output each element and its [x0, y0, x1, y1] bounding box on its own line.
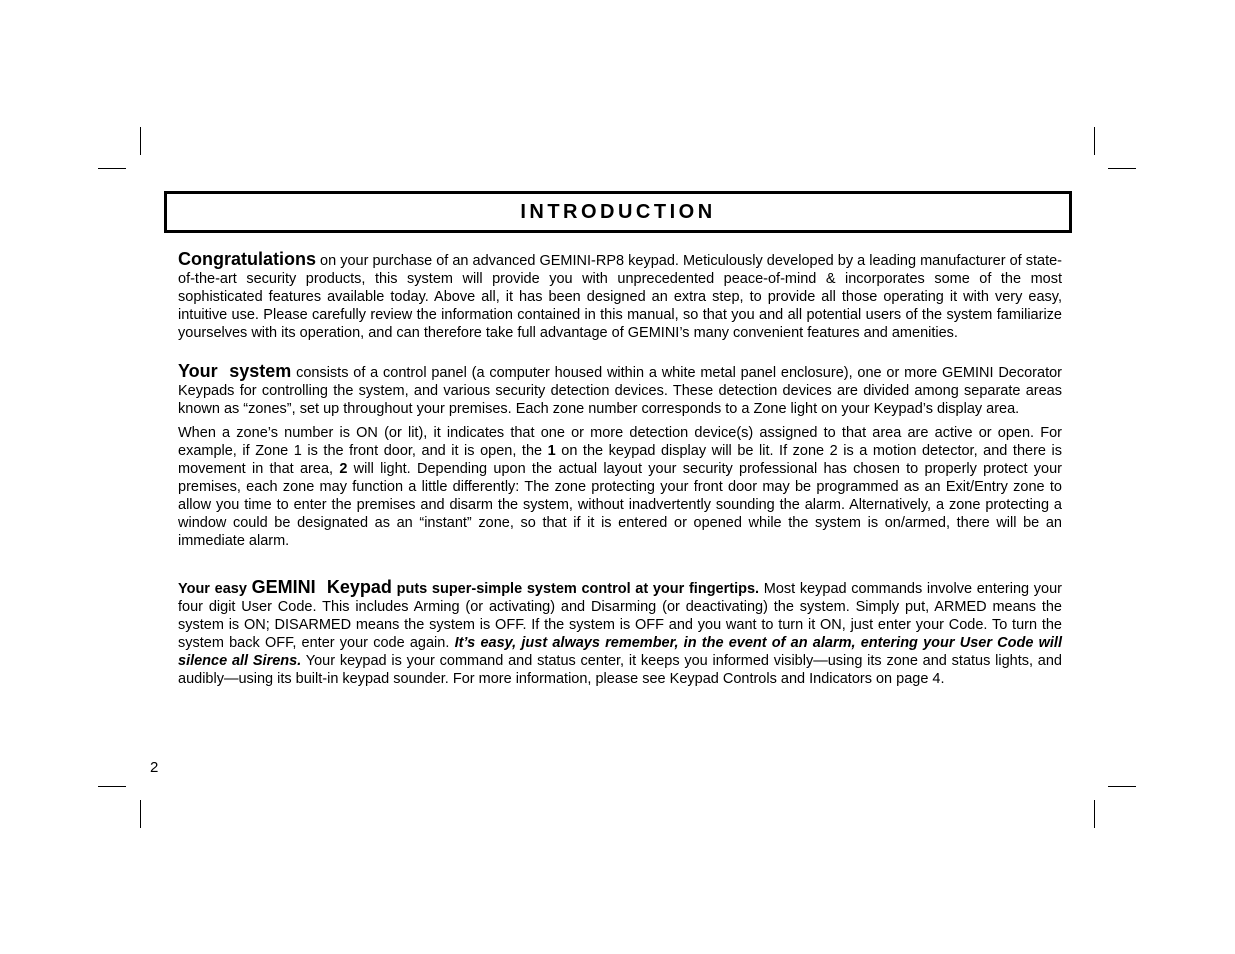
- page-number: 2: [150, 759, 159, 776]
- paragraph-lead: Your easy: [178, 581, 252, 597]
- section-title-box: [164, 191, 1072, 233]
- paragraph-text: Your keypad is your command and status center, it keeps you informed visibly—using its zone and status lights, and audibly—using its built-in keypad sounder. For more information, please see Keypad Controls and Indicators on page 4.: [178, 653, 1062, 687]
- crop-mark-top-right-vertical: [1094, 127, 1095, 155]
- paragraph-text: will light. Depending upon the actual layout your security professional has chosen to properly protect your premises, each zone may function a little differently: The zone protecting your front door may be programmed as an Exit/Entry zone to allow you time to enter the premises and disarm the system, without inadvertently sounding the alarm. Alternatively, a zone protecting a window could be designated as an “instant” zone, so that if it is entered or opened while the system is on/armed, there will be an immediate alarm.: [178, 461, 1062, 549]
- paragraph-keypad: [178, 578, 1062, 688]
- zone-number-2: 2: [339, 461, 348, 477]
- paragraph-your-system: [178, 362, 1062, 418]
- paragraph-zones: [178, 424, 1062, 550]
- paragraph-text: Most keypad commands involve entering your four digit User Code. This includes Arming (or activating) and Disarming (or deactivating) the system. Simply put, ARMED means the system is ON; DISARMED means the system is OFF. If the system is OFF and you want to turn it ON, just enter your Code. To turn the system back OFF, enter your code again.: [178, 581, 1062, 651]
- crop-mark-bottom-left-vertical: [140, 800, 141, 828]
- paragraph-emphasis: It’s easy, just always remember, in the event of an alarm, entering your User Code will silence all Sirens.: [178, 635, 1062, 669]
- crop-mark-bottom-left-horizontal: [98, 786, 126, 787]
- section-title: INTRODUCTION: [520, 200, 716, 223]
- document-body: [178, 250, 1062, 688]
- paragraph-lead: Your system: [178, 361, 292, 381]
- paragraph-lead-keypad: GEMINI Keypad: [251, 577, 392, 597]
- paragraph-text: on your purchase of an advanced GEMINI-RP8 keypad. Meticulously developed by a leading manufacturer of state-of-the-art security products, this system will provide you with unprecedented peace-of-mind & incorporates some of the most sophisticated features available today. Above all, it has been designed an extra step, to provide all those operating it with very easy, intuitive use. Please carefully review the information contained in this manual, so that you and all potential users of the system familiarize yourselves with its operation, and can therefore take full advantage of GEMINI’s many convenient features and amenities.: [178, 253, 1062, 341]
- paragraph-congratulations: [178, 250, 1062, 342]
- crop-mark-top-left-vertical: [140, 127, 141, 155]
- paragraph-lead: Congratulations: [178, 249, 316, 269]
- paragraph-text: consists of a control panel (a computer housed within a white metal panel enclosure), one or more GEMINI Decorator Keypads for controlling the system, and various security detection devices. These detection devices are divided among separate areas known as “zones”, set up throughout your premises. Each zone number corresponds to a Zone light on your Keypad’s display area.: [178, 365, 1062, 417]
- paragraph-lead: puts super-simple system control at your fingertips.: [391, 581, 760, 597]
- crop-mark-bottom-right-horizontal: [1108, 786, 1136, 787]
- crop-mark-bottom-right-vertical: [1094, 800, 1095, 828]
- paragraph-text: on the keypad display will be lit. If zone 2 is a motion detector, and there is movement in that area,: [178, 443, 1062, 477]
- paragraph-text: When a zone’s number is ON (or lit), it indicates that one or more detection device(s) assigned to that area are active or open. For example, if Zone 1 is the front door, and it is open, the: [178, 425, 1062, 459]
- zone-number-1: 1: [547, 443, 556, 459]
- crop-mark-top-left-horizontal: [98, 168, 126, 169]
- crop-mark-top-right-horizontal: [1108, 168, 1136, 169]
